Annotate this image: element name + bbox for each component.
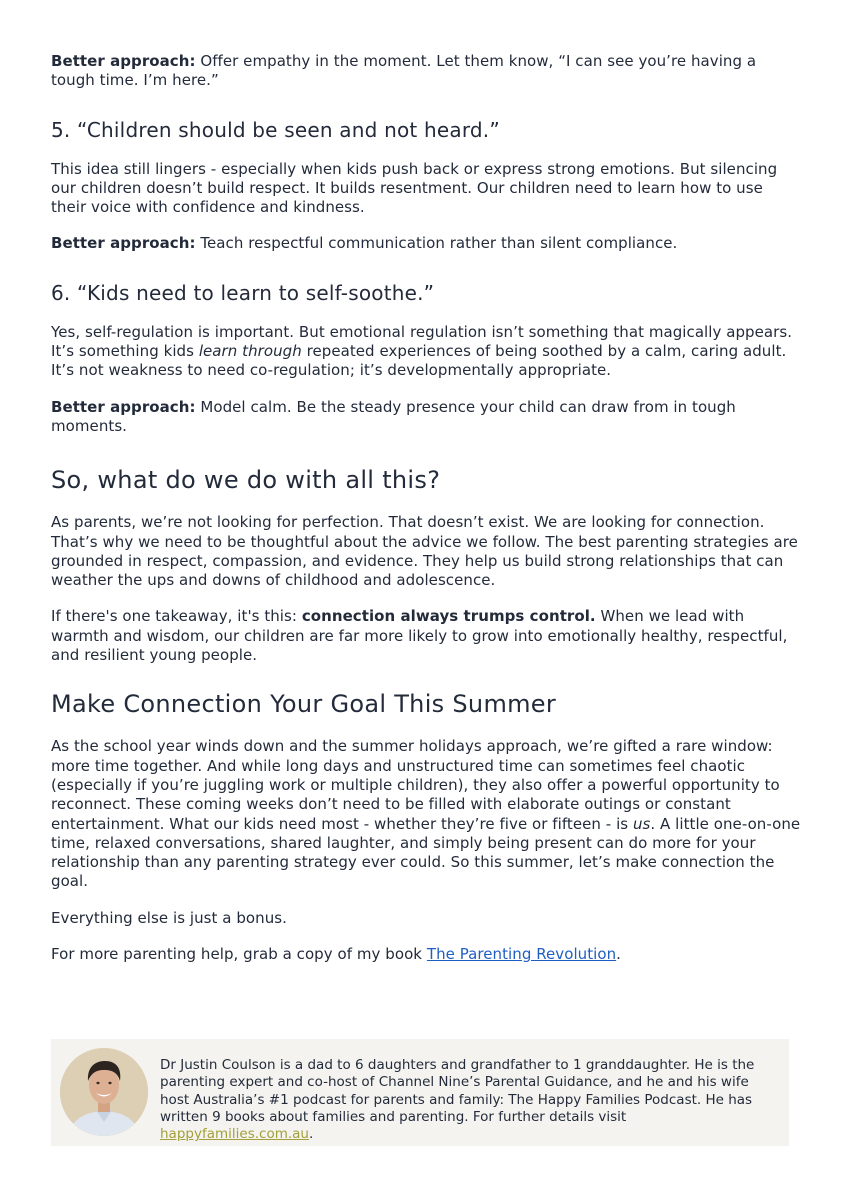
section-6-heading: 6. “Kids need to learn to self-soothe.”: [51, 280, 435, 305]
section-5-paragraph: This idea still lingers - especially when kids push back or express strong emotions. But silencing our children doesn’t build respect. It builds resentment. Our children need to learn how to use their voice with confidence and kindness.: [51, 159, 778, 217]
better-approach-text: Teach respectful communication rather than silent compliance.: [195, 234, 678, 253]
what-now-paragraph-2: [51, 607, 801, 665]
what-now-heading: So, what do we do with all this?: [51, 466, 441, 495]
text-span: Yes, self-regulation is important. But emotional regulation isn’t something that magically appears. It’s something kids: [51, 322, 793, 361]
what-now-paragraph-1: As parents, we’re not looking for perfection. That doesn’t exist. We are looking for connection. That’s why we need to be thoughtful about the advice we follow. The best parenting strategies are grounded in respect, compassion, and evidence. They help us build strong relationships that can weather the ups and downs of childhood and adolescence.: [51, 513, 798, 590]
better-approach-label: Better approach:: [51, 234, 196, 253]
summer-paragraph-3: [51, 945, 801, 964]
text-span: .: [308, 1126, 314, 1143]
text-span: Dr Justin Coulson is a dad to 6 daughters and grandfather to 1 granddaughter. He is the parenting expert and co-host of Channel Nine’s Parental Guidance, and he and his wife host Australia’s #1 podcast for parents and family: The Happy Families Podcast. He has written 9 books about families and parenting. For further details visit: [160, 1057, 755, 1125]
better-approach-text: Offer empathy in the moment. Let them know, “I can see you’re having a tough time. I’m here.”: [51, 52, 757, 90]
summer-paragraph-1: [51, 737, 801, 891]
author-photo: [60, 1048, 148, 1136]
summer-heading: Make Connection Your Goal This Summer: [51, 690, 557, 719]
section-5-approach: [51, 234, 801, 253]
better-approach-label: Better approach:: [51, 52, 196, 70]
author-bio: [51, 1039, 789, 1146]
article-body: [51, 0, 801, 964]
text-span: repeated experiences of being soothed by a calm, caring adult. It’s not weakness to need co-regulation; it’s developmentally appropriate.: [51, 342, 787, 380]
summer-paragraph-2: Everything else is just a bonus.: [51, 908, 287, 927]
better-approach-text: Model calm. Be the steady presence your child can draw from in tough moments.: [51, 397, 736, 435]
text-span: If there's one takeaway, it's this:: [51, 607, 302, 626]
text-span: As the school year winds down and the summer holidays approach, we’re gifted a rare window: more time together. And while long days and unstructured time can sometimes feel chaotic (especially if you’re juggling work or multiple children), they also offer a powerful opportunity to reconnect. These coming weeks don’t need to be filled with elaborate outings or constant entertainment. What our kids need most - whether they’re five or fifteen - is: [51, 737, 780, 833]
section-5-heading: 5. “Children should be seen and not heard.”: [51, 117, 500, 142]
intro-approach: [51, 52, 801, 91]
emphasis-text: us: [632, 814, 651, 833]
section-6-approach: [51, 398, 801, 437]
avatar: [60, 1048, 148, 1136]
section-6-paragraph: [51, 323, 801, 381]
book-link[interactable]: The Parenting Revolution: [426, 945, 617, 964]
text-span: .: [616, 945, 621, 964]
text-span: When we lead with warmth and wisdom, our children are far more likely to grow into emotionally healthy, respectful, and resilient young people.: [51, 607, 788, 665]
website-link[interactable]: happyfamilies.com.au: [160, 1126, 309, 1143]
emphasis-text: learn through: [198, 342, 302, 361]
bold-text: connection always trumps control.: [301, 607, 596, 626]
better-approach-label: Better approach:: [51, 397, 196, 416]
bio-text: [160, 1057, 782, 1143]
text-span: For more parenting help, grab a copy of my book: [51, 945, 427, 964]
text-span: . A little one-on-one time, relaxed conversations, shared laughter, and simply being present can do more for your relationship than any parenting strategy ever could. So this summer, let’s make connection the goal.: [51, 814, 801, 891]
